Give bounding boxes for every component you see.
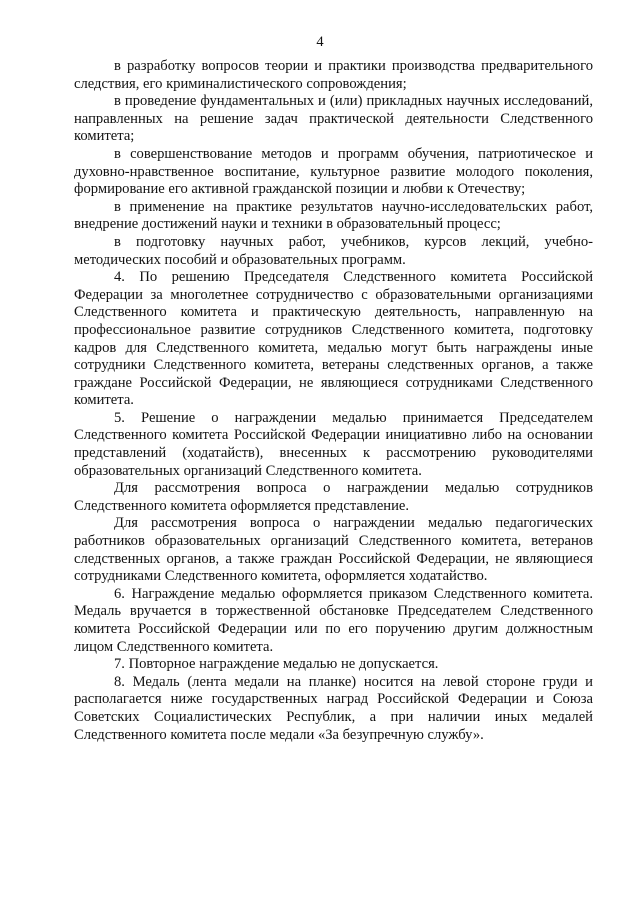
paragraph-item-4: 4. По решению Председателя Следственного комитета Российской Федерации за многолетнее сотрудничество с образовательными организациями Следственного комитета и практическую деятельность, направленную на профессиональное развитие сотрудников Следственного комитета, подготовку кадров для Следственного комитета, медалью могут быть награждены иные сотрудники Следственного комитета, ветераны следственных органов, а также граждане Российской Федерации, не являющиеся сотрудниками Следственного комитета. (74, 269, 593, 409)
paragraph-training-methods: в совершенствование методов и программ обучения, патриотическое и духовно-нравственное воспитание, культурное развитие молодого поколения, формирование его активной гражданской позиции и любви к Отечеству; (74, 145, 593, 198)
paragraph-research-theory: в разработку вопросов теории и практики производства предварительного следствия, его криминалистического сопровождения; (74, 58, 593, 92)
paragraph-scientific-works: в подготовку научных работ, учебников, курсов лекций, учебно-методических пособий и образовательных программ. (74, 233, 593, 268)
paragraph-item-8: 8. Медаль (лента медали на планке) носится на левой стороне груди и располагается ниже государственных наград Российской Федерации и Союза Советских Социалистических Республик, а при наличии иных медалей Следственного комитета после медали «За безупречную службу». (74, 673, 593, 743)
paragraph-practical-application: в применение на практике результатов научно-исследовательских работ, внедрение достижений науки и техники в образовательный процесс; (74, 198, 593, 233)
document-body (74, 58, 593, 744)
paragraph-petition-teachers: Для рассмотрения вопроса о награждении медалью педагогических работников образовательных организаций Следственного комитета, ветеранов следственных органов, а также граждан Российской Федерации, не являющиеся сотрудниками Следственного комитета, оформляется ходатайство. (74, 515, 593, 585)
page-number: 4 (316, 34, 324, 50)
paragraph-item-6: 6. Награждение медалью оформляется приказом Следственного комитета. Медаль вручается в торжественной обстановке Председателем Следственного комитета Российской Федерации или по его поручению другим должностным лицом Следственного комитета. (74, 585, 593, 655)
paragraph-item-7: 7. Повторное награждение медалью не допускается. (114, 656, 439, 673)
paragraph-item-5: 5. Решение о награждении медалью принимается Председателем Следственного комитета Российской Федерации инициативно либо на основании представлений (ходатайств), внесенных к рассмотрению руководителями образовательных организаций Следственного комитета. (74, 409, 593, 479)
paragraph-submission-staff: Для рассмотрения вопроса о награждении медалью сотрудников Следственного комитета оформляется представление. (74, 480, 593, 514)
paragraph-fundamental-research: в проведение фундаментальных и (или) прикладных научных исследований, направленных на решение задач практической деятельности Следственного комитета; (74, 93, 593, 145)
